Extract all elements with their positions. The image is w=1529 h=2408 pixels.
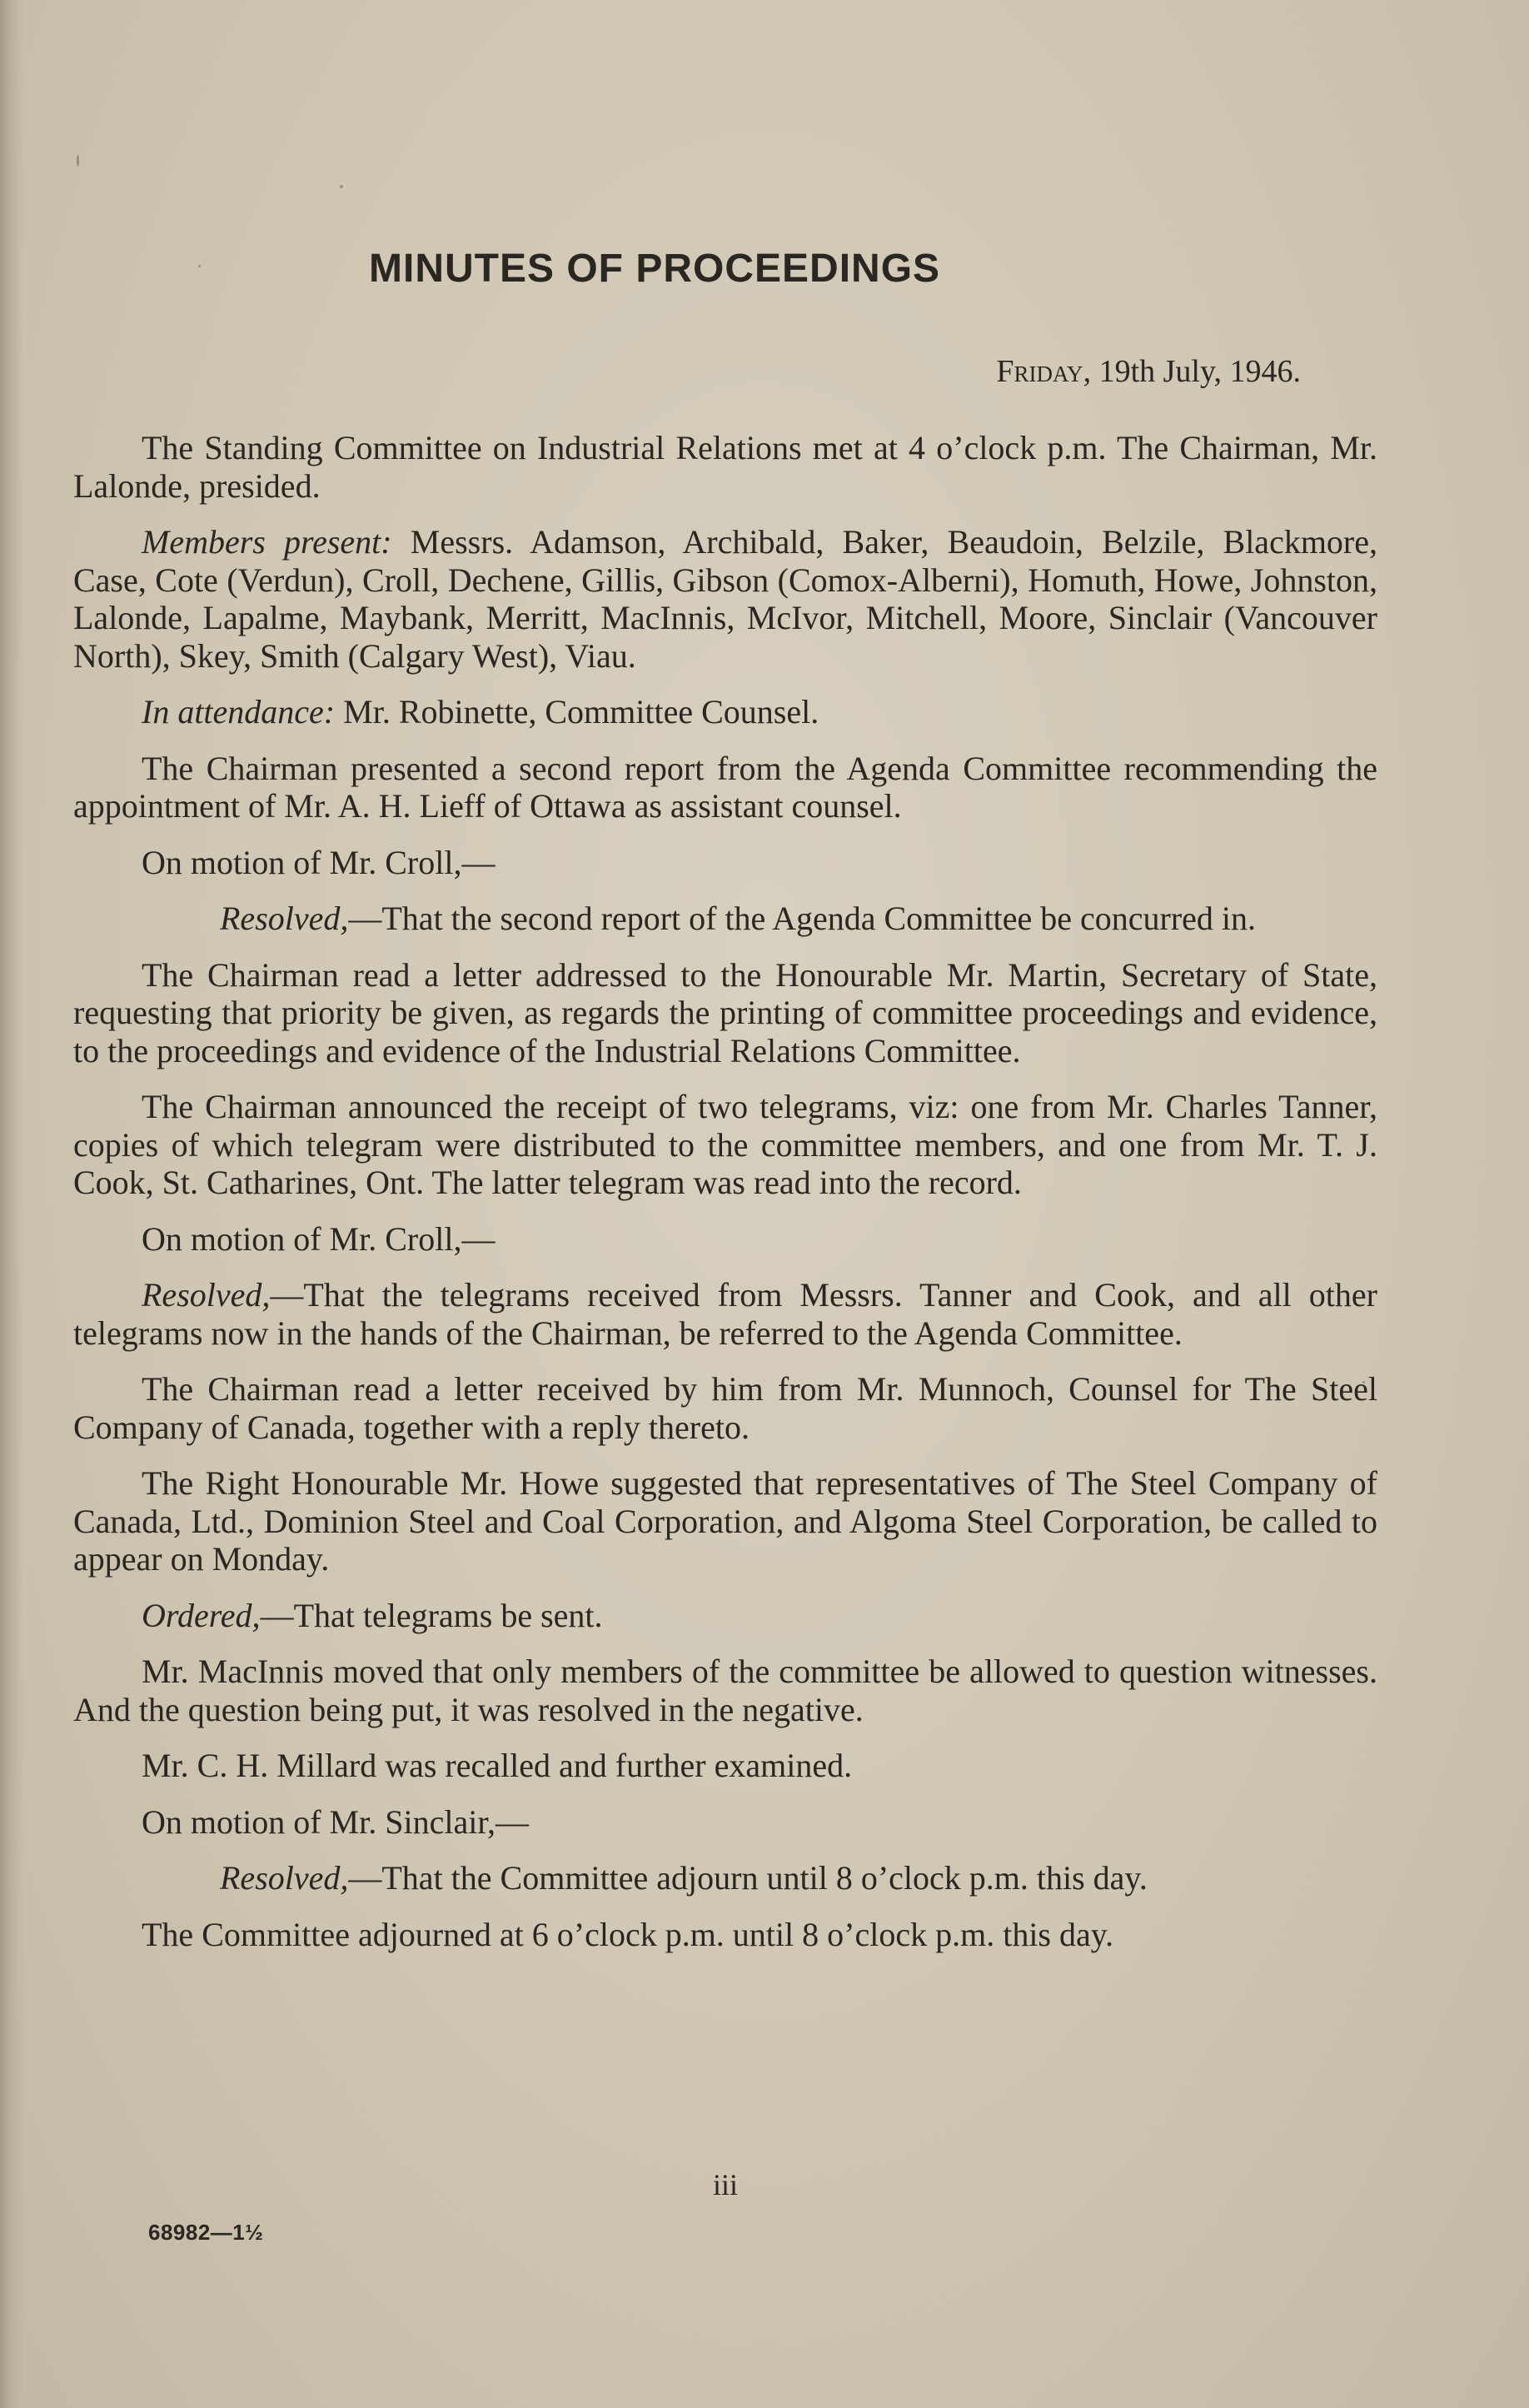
paragraph-text: On motion of Mr. Sinclair,—: [142, 1802, 530, 1841]
paragraph-text: The Chairman read a letter received by him from Mr. Munnoch, Counsel for The Steel Company of Canada, together with a reply thereto.: [73, 1370, 1377, 1446]
paragraph-lead: Members present:: [142, 523, 392, 561]
paragraph-text: The Chairman presented a second report from the Agenda Committee recommending the appointment of Mr. A. H. Lieff of Ottawa as assistant counsel.: [73, 749, 1377, 825]
paragraph-motion: [73, 1220, 1377, 1259]
paragraph-motion: [73, 844, 1377, 882]
paragraph-resolution: [73, 1276, 1377, 1352]
page-number: iii: [712, 2168, 738, 2201]
paragraph-text: The Committee adjourned at 6 o’clock p.m. until 8 o’clock p.m. this day.: [142, 1915, 1114, 1953]
paragraph-in-attendance: [73, 693, 1377, 731]
paragraph-text: On motion of Mr. Croll,—: [142, 1219, 496, 1258]
paragraph-lead: Ordered,: [142, 1596, 261, 1634]
paragraph-opening: [73, 429, 1377, 505]
paragraph-text: —That the telegrams received from Messrs. Tanner and Cook, and all other telegrams now in the hands of the Chairman, be referred to the Agenda Committee.: [73, 1276, 1377, 1352]
meeting-date-rest: , 19th July, 1946.: [1083, 354, 1301, 389]
page-binding-edge: [0, 0, 23, 2408]
paper-speck: [198, 265, 201, 267]
paragraph-howe-suggestion: [73, 1464, 1377, 1578]
paper-speck: [77, 155, 79, 167]
paragraph-agenda-report: [73, 750, 1377, 825]
paragraph-text: The Chairman read a letter addressed to the Honourable Mr. Martin, Secretary of State, requesting that priority be given, as regards the printing of committee proceedings and evidence, to the proceedings and evidence of the Industrial Relations Committee.: [73, 955, 1377, 1069]
paragraph-text: The Right Honourable Mr. Howe suggested that representatives of The Steel Company of Canada, Ltd., Dominion Steel and Coal Corporation, and Algoma Steel Corporation, be called to appear on Monday.: [73, 1464, 1377, 1578]
meeting-date: [996, 353, 1301, 390]
paragraph-text: The Standing Committee on Industrial Relations met at 4 o’clock p.m. The Chairman, Mr. Lalonde, presided.: [73, 429, 1377, 505]
paragraph-text: The Chairman announced the receipt of two telegrams, viz: one from Mr. Charles Tanner, copies of which telegram were distributed to the committee members, and one from Mr. T. J. Cook, St. Catharines, Ont. The latter telegram was read into the record.: [73, 1088, 1377, 1201]
paragraph-lead: Resolved,: [220, 900, 349, 937]
paragraph-text: —That the second report of the Agenda Committee be concurred in.: [348, 900, 1257, 937]
paragraph-text: —That telegrams be sent.: [260, 1596, 603, 1634]
paragraph-telegrams: [73, 1088, 1377, 1202]
paragraph-macinnis-motion: [73, 1653, 1377, 1728]
paragraph-resolution: [73, 900, 1377, 938]
paragraph-millard: [73, 1747, 1377, 1785]
paper-speck: [340, 185, 343, 188]
paragraph-text: Mr. MacInnis moved that only members of the committee be allowed to question witnesses. And the question being put, it was resolved in the negative.: [73, 1653, 1377, 1728]
paragraph-ordered: [73, 1597, 1377, 1635]
paragraph-lead: Resolved,: [220, 1859, 349, 1897]
paragraph-motion: [73, 1803, 1377, 1842]
print-code: 68982—1½: [148, 2220, 264, 2245]
paragraph-adjournment: [73, 1916, 1377, 1954]
paragraph-letter-munnoch: [73, 1370, 1377, 1446]
paragraph-text: On motion of Mr. Croll,—: [142, 843, 496, 881]
paragraph-text: Mr. Robinette, Committee Counsel.: [335, 693, 819, 730]
meeting-day: Friday: [996, 354, 1083, 389]
minutes-body: [73, 429, 1377, 1972]
paragraph-resolution: [73, 1859, 1377, 1897]
paragraph-text: Messrs. Adamson, Archibald, Baker, Beaudoin, Belzile, Blackmore, Case, Cote (Verdun), Croll, Dechene, Gillis, Gibson (Comox-Alberni), Homuth, Howe, Johnston, Lalonde, Lapalme, Maybank, Merritt, MacInnis, McIvor, Mitchell, Moore, Sinclair (Vancouver North), Skey, Smith (Calgary West), Viau.: [73, 523, 1378, 675]
paragraph-letter-martin: [73, 956, 1377, 1070]
paragraph-text: —That the Committee adjourn until 8 o’clock p.m. this day.: [348, 1859, 1148, 1897]
paragraph-lead: Resolved,: [142, 1276, 271, 1314]
paragraph-text: Mr. C. H. Millard was recalled and further examined.: [142, 1747, 853, 1784]
paragraph-members-present: [73, 523, 1377, 675]
page-title: MINUTES OF PROCEEDINGS: [369, 247, 941, 291]
paragraph-lead: In attendance:: [142, 693, 336, 730]
